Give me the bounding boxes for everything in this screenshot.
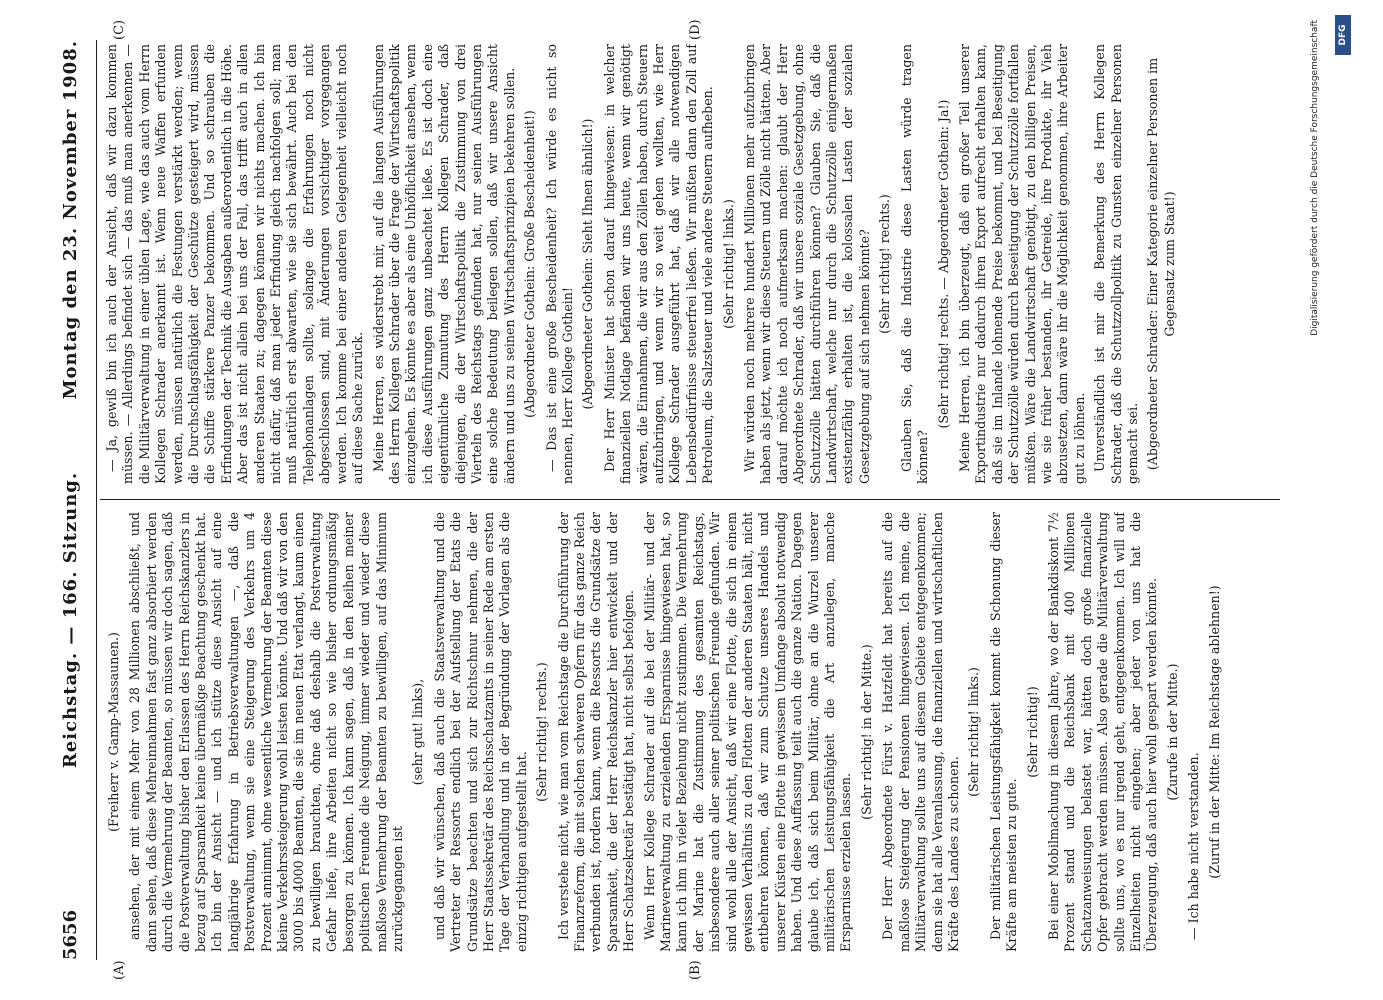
- left-text-column: [104, 512, 1284, 952]
- paragraph: Unverständlich ist mir die Bemerkung des Herrn Kollegen Schrader, daß die Schutzzollpolitik zu Gunsten einzelner Personen gemacht sei.: [1092, 44, 1140, 484]
- interjection: (Sehr richtig! links.): [966, 667, 982, 797]
- paragraph: Glauben Sie, daß die Industrie diese Lasten würde tragen können?: [898, 44, 931, 484]
- header-rule: [96, 40, 97, 960]
- interjection: (Sehr richtig! rechts.): [877, 194, 893, 334]
- paragraph: Bei einer Mobilmachung in diesem Jahre, wo der Bankdiskont 7½ Prozent stand und die Reichsbank mit 400 Millionen Schatzanweisungen belastet war, hätten doch große finanzielle Opfer gebracht werden müssen. Also gerade die Militärverwaltung sollte uns, wo es nur irgend geht, entgegenkommen. Ich will auf Einzelheiten nicht eingehen; aber jeder von uns hat die Überzeugung, daß auch hier wohl gespart werden könnte.: [1045, 512, 1160, 952]
- paragraph: und daß wir wünschen, daß auch die Staatsverwaltung und die Vertreter der Ressorts endlich bei der Aufstellung der Etats die Grundsätze beachten und sich zur Richtschnur nehmen, die der Herr Staatssekretär des Reichsschatzamts in seiner Rede am ersten Tage der Verhandlung und in der Begründung der Vorlagen als die einzig richtigen aufgestellt hat.: [431, 512, 529, 952]
- paragraph: Wir würden noch mehrere hundert Millionen mehr aufzubringen haben als jetzt, wenn wir diese Steuern und Zölle nicht hätten. Aber darauf möchte ich noch aufmerksam machen: glaubt der Herr Abgeordnete Schrader, daß wir unsere soziale Gesetzgebung, ohne Schutzzölle hätten durchführen können? Glauben Sie, daß die Landwirtschaft, welche nur durch die Schutzzölle einigermaßen existenzfähig erhalten ist, die kolossalen Lasten der sozialen Gesetzgebung auf sich nehmen könnte?: [742, 44, 872, 484]
- paragraph: Wenn Herr Kollege Schrader auf die bei der Militär- und der Marineverwaltung zu erzielenden Ersparnisse hingewiesen hat, so kann ich ihm in vieler Beziehung nicht zustimmen. Die Vermehrung der Marine hat die Zustimmung des gesamten Reichstags, insbesondere auch aller seiner politischen Freunde gefunden. Wir sind wohl alle der Ansicht, daß wir eine Flotte, die sich in einem gewissen Verhältnis zu den Flotten der anderen Staaten hält, nicht entbehren können, daß wir zum Schutze unseres Handels und unserer Küsten eine Flotte in gewissem Umfange absolut notwendig haben. Und diese Auffassung teilt auch die ganze Nation. Dagegen glaube ich, daß sich beim Militär, ohne an die Wurzel unserer militärischen Leistungsfähigkeit die Art anzulegen, manche Ersparnisse erzielen lassen.: [641, 512, 854, 952]
- session-title: Reichstag. — 166. Sitzung.: [60, 471, 81, 769]
- paragraph: ansehen, der mit einem Mehr von 28 Millionen abschließt, und dann sehen, daß diese Mehreinnahmen fast ganz absorbiert werden durch die Vermehrung der Beamten, so müssen wir doch sagen, daß die Postverwaltung bisher den Erlassen des Herrn Reichskanzlers in bezug auf Sparsamkeit keine übermäßige Beachtung geschenkt hat. Ich bin der Ansicht — und ich stütze diese Ansicht auf eine langjährige Erfahrung in Betriebsverwaltungen —, daß die Postverwaltung, wenn sie eine Steigerung des Verkehrs um 4 Prozent annimmt, ohne wesentliche Vermehrung der Beamten diese kleine Verkehrssteigerung wohl leisten könnte. Und daß wir von den 3000 bis 4000 Beamten, die sie im neuen Etat verlangt, kaum einen zu bewilligen brauchten, ohne daß deshalb die Postverwaltung Gefahr liefe, ihre Arbeiten nicht so wie bisher ordnungsmäßig besorgen zu können. Ich kann sagen, daß in den Reihen meiner politischen Freunde die Neigung, immer wieder und wieder diese maßlose Vermehrung der Beamten zu bewilligen, auf das Minimum zurückgegangen ist: [127, 512, 405, 952]
- paragraph: Meine Herren, es widerstrebt mir, auf die langen Ausführungen des Herrn Kollegen Schrader über die Frage der Wirtschaftspolitik einzugehen. Es könnte es aber als eine Unhöflichkeit ansehen, wenn ich diese Ausführungen ganz unbeachtet ließe. Es ist doch eine eigentümliche Zumutung des Herrn Kollegen Schrader, daß diejenigen, die der Wirtschaftspolitik die Zustimmung von drei Vierteln des Reichstags gefunden hat, nur seinen Ausführungen eine solche Bedeutung beilegen sollen, daß wir unsere Ansicht ändern und uns zu seinen Wirtschaftsprinzipien bekehren sollen.: [370, 44, 517, 484]
- paragraph: Der Herr Abgeordnete Fürst v. Hatzfeldt hat bereits auf die maßlose Steigerung der Pensionen hingewiesen. Ich meine, die Militärverwaltung sollte uns auf diesem Gebiete entgegenkommen; denn sie hat alle Veranlassung, die finanziellen und wirtschaftlichen Kräfte des Landes zu schonen.: [880, 512, 961, 952]
- interjection: (Zuruf in der Mitte: Im Reichstage ablehnen!): [1206, 585, 1222, 879]
- margin-marker-d: (D): [688, 19, 703, 40]
- session-date: Montag den 23. November 1908.: [60, 40, 81, 400]
- interjection: (Abgeordneter Gothein: Große Bescheidenheit!): [522, 110, 538, 418]
- paragraph: — Ja, gewiß bin ich auch der Ansicht, daß wir dazu kommen müssen. — Allerdings befindet sich — das muß man anerkennen — die Militärverwaltung in einer üblen Lage, wie das auch vom Herrn Kollegen Schrader anerkannt ist. Wenn neue Waffen erfunden werden, müssen natürlich die Festungen verstärkt werden; wenn die Durchschlagsfähigkeit der Geschütze gesteigert wird, müssen die Schiffe stärkere Panzer bekommen. Und so schrauben die Erfindungen der Technik die Ausgaben außerordentlich in die Höhe. Aber das ist nicht allein bei uns der Fall, das trifft auch in allen anderen Staaten zu; dagegen können wir nichts machen. Ich bin nicht dafür, daß man jeder Erfindung gleich nachfolgen soll; man muß natürlich erst abwarten, wie sie sich bewährt. Auch bei den Telephonanlagen sollte, solange die Erfahrungen noch nicht abgeschlossen sind, mit Änderungen vorsichtiger vorgegangen werden. Ich komme bei einer anderen Gelegenheit vielleicht noch auf diese Sache zurück.: [104, 44, 366, 484]
- right-text-column: [104, 44, 1284, 484]
- paragraph: Der Herr Minister hat schon darauf hingewiesen: in welcher finanziellen Notlage befänden wir uns heute, wenn wir genötigt wären, die Einnahmen, die wir aus den Zöllen haben, durch Steuern aufzubringen, und wenn wir so weit gehen wollten, wie Herr Kollege Schrader ausgeführt hat, daß wir alle notwendigen Lebensbedürfnisse steuerfrei ließen. Wir müßten dann den Zoll auf Petroleum, die Salzsteuer und viele andere Steuern aufheben.: [601, 44, 716, 484]
- interjection: (Sehr richtig! links.): [720, 199, 736, 329]
- margin-marker-b: (B): [688, 960, 703, 980]
- interjection: (Abgeordneter Schrader: Einer Kategorie einzelner Personen im Gegensatz zum Staat!): [1145, 57, 1177, 471]
- dfg-logo: DFG: [1335, 15, 1351, 55]
- paragraph: Der militärischen Leistungsfähigkeit kommt die Schonung dieser Kräfte am meisten zu gute.: [987, 512, 1020, 952]
- interjection: (Sehr richtig! rechts.): [534, 662, 550, 802]
- interjection: (Sehr richtig!): [1024, 686, 1040, 778]
- margin-marker-c: (C): [112, 19, 127, 40]
- paragraph: Meine Herren, ich bin überzeugt, daß ein großer Teil unserer Exportindustrie nur dadurch ihren Export aufrecht erhalten kann, daß sie im Inlande lohnende Preise bekommt, und bei Beseitigung der Schutzzölle würden durch Beseitigung der Schutzzölle fortfallen müßten. Wäre die Landwirtschaft genötigt, zu den billigen Preisen, wie sie früher bestanden, ihr Getreide, ihre Produkte, ihr Vieh abzusetzen, dann wäre ihr die Möglichkeit genommen, ihre Arbeiter gut zu löhnen.: [956, 44, 1087, 484]
- digitization-credit: Digitalisierung gefördert durch die Deutsche Forschungsgemeinschaft: [1310, 20, 1320, 336]
- page-header: [60, 40, 90, 960]
- page-number: 5656: [60, 909, 81, 960]
- interjection: (sehr gut! links),: [410, 678, 426, 786]
- paragraph: — Das ist eine große Bescheidenheit? Ich würde es nicht so nennen, Herr Kollege Gothein!: [543, 44, 575, 484]
- interjection: (Sehr richtig! in der Mitte.): [858, 644, 874, 820]
- paragraph: Ich verstehe nicht, wie man vom Reichstage die Durchführung der Finanzreform, die mit solchen schweren Opfern für das ganze Reich verbunden ist, fordern kann, wenn die Ressorts die Grundsätze der Sparsamkeit, die der Herr Reichskanzler hier entwickelt und der Herr Schatzsekretär bestätigt hat, nicht selbst befolgen.: [555, 512, 637, 952]
- paragraph: — Ich habe nicht verstanden.: [1186, 752, 1202, 940]
- interjection: (Sehr richtig! rechts. — Abgeordneter Gothein: Ja!): [935, 99, 951, 429]
- margin-marker-a: (A): [112, 960, 127, 980]
- speaker-heading: (Freiherr v. Gamp-Massaunen.): [106, 632, 121, 832]
- interjection: (Abgeordneter Gothein: Sieht Ihnen ähnlich!): [580, 118, 596, 410]
- interjection: (Zurufe in der Mitte.): [1164, 663, 1180, 801]
- column-divider: [100, 499, 1280, 500]
